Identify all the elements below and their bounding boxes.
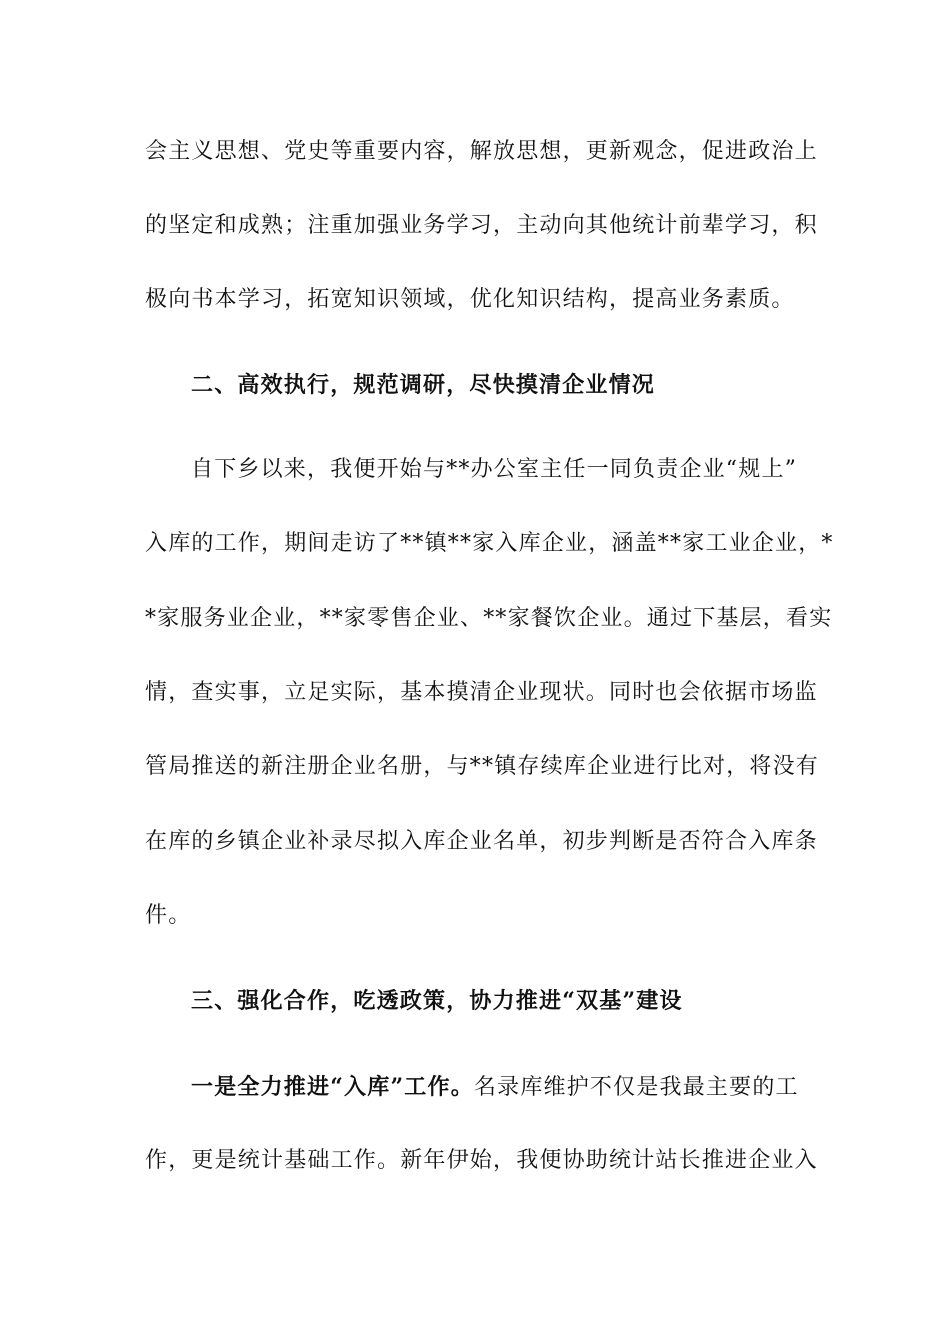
section-heading-2: 二、高效执行，规范调研，尽快摸清企业情况 [191,372,656,398]
section-heading-3: 三、强化合作，吃透政策，协力推进“双基”建设 [191,988,683,1014]
paragraph-line: *家服务业企业，**家零售企业、**家餐饮企业。通过下基层，看实 [145,606,833,631]
paragraph-line: 在库的乡镇企业补录尽拟入库企业名单，初步判断是否符合入库条 [145,829,818,854]
paragraph-line: 情，查实事，立足实际，基本摸清企业现状。同时也会依据市场监 [145,680,818,705]
paragraph-line: 管局推送的新注册企业名册，与**镇存续库企业进行比对，将没有 [145,754,820,779]
paragraph-line: 极向书本学习，拓宽知识领域，优化知识结构，提高业务素质。 [145,287,795,312]
paragraph-line: 入库的工作，期间走访了**镇**家入库企业，涵盖**家工业企业，* [145,531,834,556]
lead-in-bold: 一是全力推进“入库”工作。 [191,1074,474,1100]
paragraph-line: 的坚定和成熟；注重加强业务学习，主动向其他统计前辈学习，积 [145,213,818,238]
paragraph-line [191,1072,799,1103]
paragraph-line: 自下乡以来，我便开始与**办公室主任一同负责企业“规上” [191,457,798,482]
paragraph-line: 会主义思想、党史等重要内容，解放思想，更新观念，促进政治上 [145,139,818,164]
lead-in-rest: 名录库维护不仅是我最主要的工 [473,1075,799,1100]
paragraph-line: 件。 [145,903,192,928]
paragraph-line: 作，更是统计基础工作。新年伊始，我便协助统计站长推进企业入 [145,1148,818,1173]
